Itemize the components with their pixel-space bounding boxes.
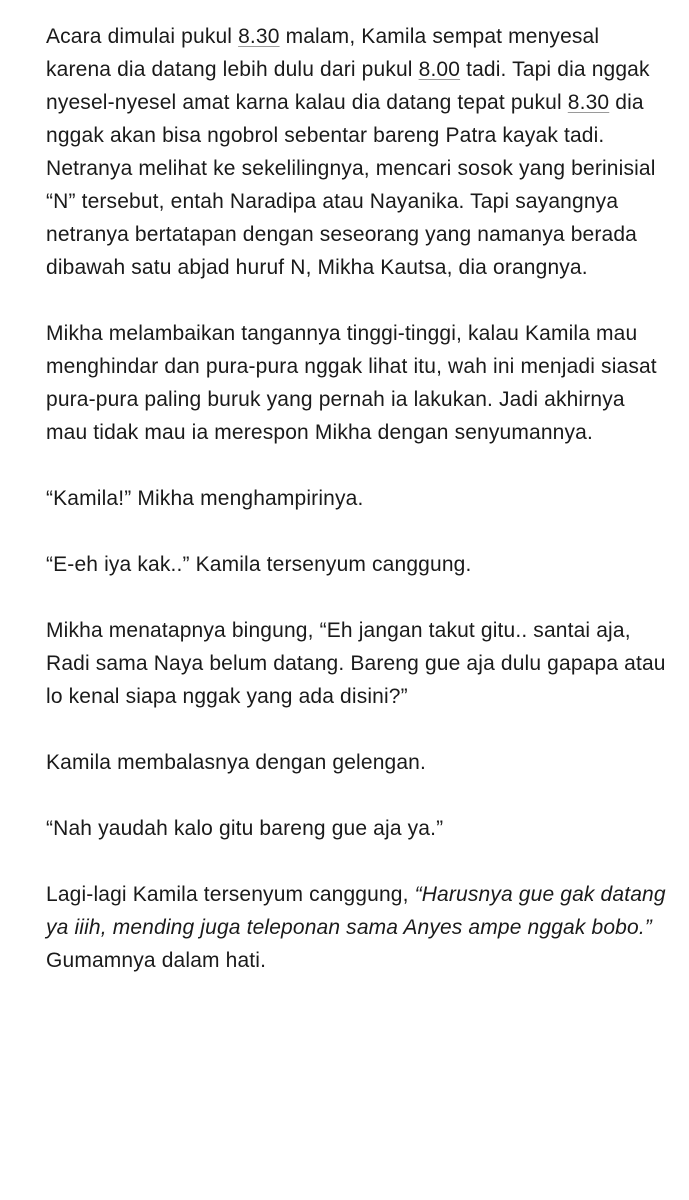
paragraph-1-text-b: malam, Kamila sempat menyesal karena dia datang lebih dulu dari pukul xyxy=(46,25,600,81)
paragraph-1-text-d: dia nggak akan bisa ngobrol sebentar bareng Patra kayak tadi. Netranya melihat ke sekelilingnya, mencari sosok yang berinisial “N” tersebut, entah Naradipa atau Nayanika. Tapi sayangnya netranya bertatapan dengan seseorang yang namanya berada dibawah satu abjad huruf N, Mikha Kautsa, dia orangnya. xyxy=(46,91,656,279)
paragraph-6: Kamila membalasnya dengan gelengan. xyxy=(46,751,426,774)
time-link-2[interactable]: 8.00 xyxy=(418,58,461,81)
paragraph-5: Mikha menatapnya bingung, “Eh jangan takut gitu.. santai aja, Radi sama Naya belum datang. Bareng gue aja dulu gapapa atau lo kenal siapa nggak yang ada disini?” xyxy=(46,619,666,708)
paragraph-1-text-c: tadi. Tapi dia nggak nyesel-nyesel amat karna kalau dia datang tepat pukul xyxy=(46,58,650,114)
time-link-3[interactable]: 8.30 xyxy=(567,91,610,114)
paragraph-1 xyxy=(46,20,666,284)
paragraph-1-text-a: Acara dimulai pukul xyxy=(46,25,239,48)
paragraph-8-text-b: Gumamnya dalam hati. xyxy=(46,949,267,972)
paragraph-2: Mikha melambaikan tangannya tinggi-tinggi, kalau Kamila mau menghindar dan pura-pura nggak lihat itu, wah ini menjadi siasat pura-pura paling buruk yang pernah ia lakukan. Jadi akhirnya mau tidak mau ia merespon Mikha dengan senyumannya. xyxy=(46,322,657,444)
inner-monologue: “Harusnya gue gak datang ya iiih, mending juga teleponan sama Anyes ampe nggak bobo.” xyxy=(46,883,666,939)
document-body xyxy=(46,20,666,977)
paragraph-3: “Kamila!” Mikha menghampirinya. xyxy=(46,487,364,510)
paragraph-8 xyxy=(46,878,666,977)
time-link-1[interactable]: 8.30 xyxy=(238,25,280,48)
paragraph-4: “E-eh iya kak..” Kamila tersenyum canggung. xyxy=(46,553,472,576)
paragraph-8-text-a: Lagi-lagi Kamila tersenyum canggung, xyxy=(46,883,415,906)
paragraph-7: “Nah yaudah kalo gitu bareng gue aja ya.” xyxy=(46,817,444,840)
